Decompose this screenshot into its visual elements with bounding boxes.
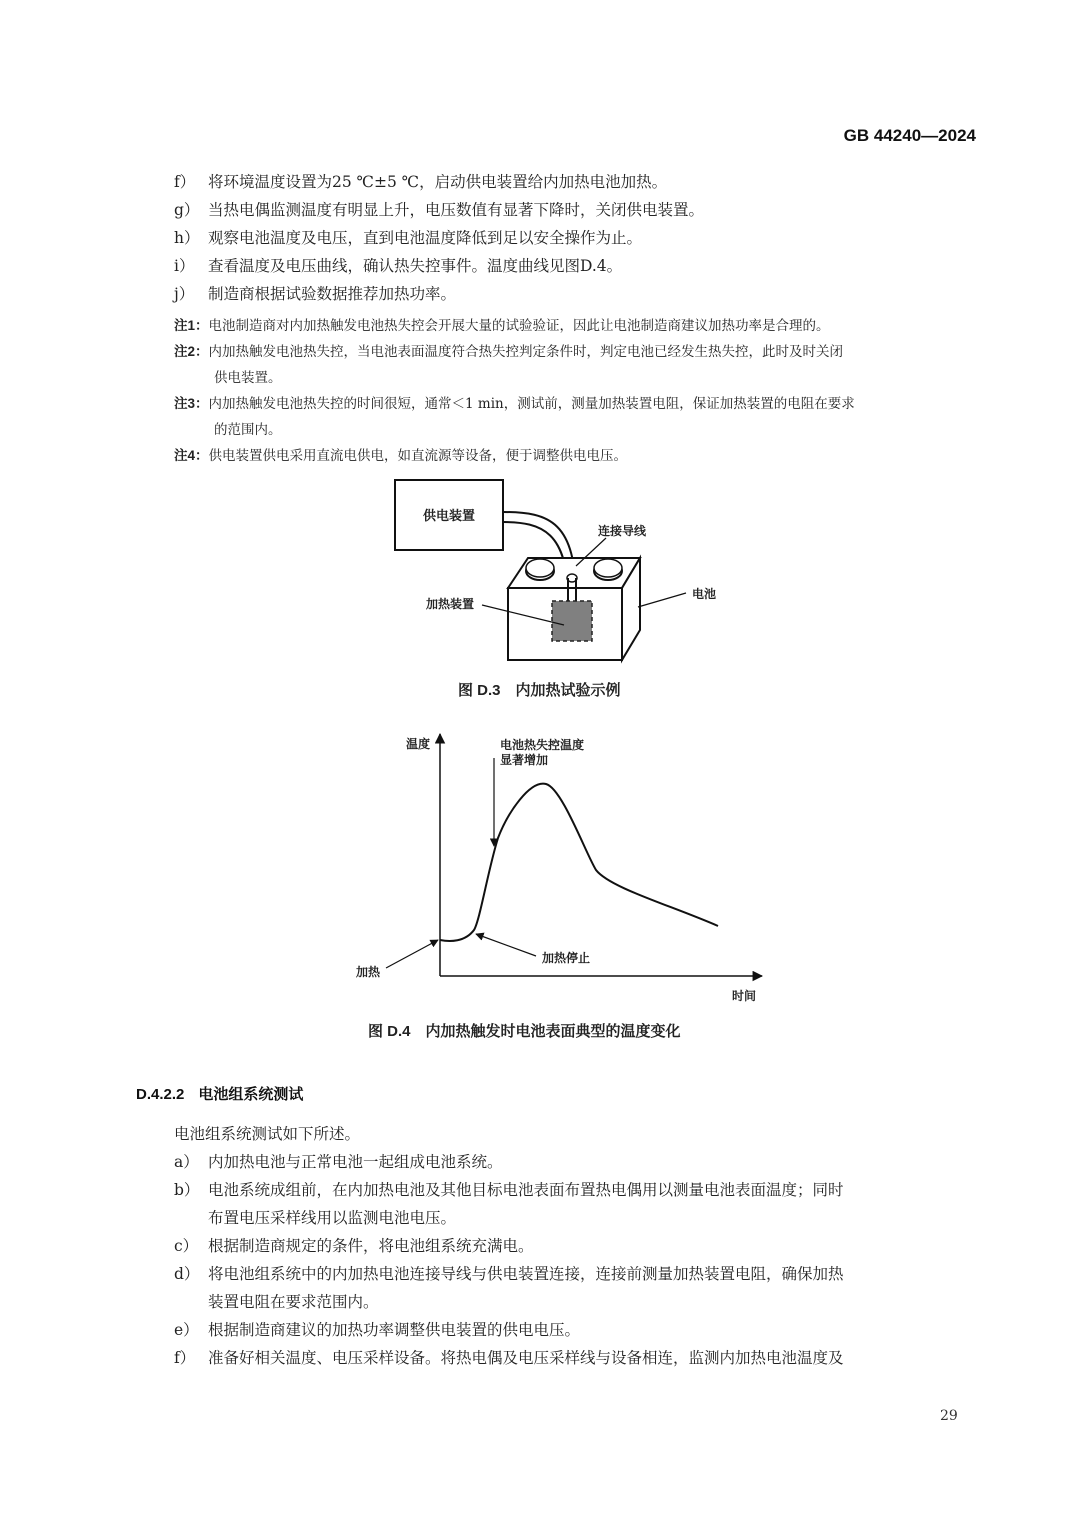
page-number: 29 xyxy=(940,1408,958,1424)
note-2: 注2：内加热触发电池热失控，当电池表面温度符合热失控判定条件时，判定电池已经发生热失控，此时及时关闭 xyxy=(174,344,844,360)
figure-d4-caption: 图 D.4 内加热触发时电池表面典型的温度变化 xyxy=(368,1023,681,1040)
svg-text:电池: 电池 xyxy=(692,587,717,601)
note-4: 注4：供电装置供电采用直流电供电，如直流源等设备，便于调整供电电压。 xyxy=(174,448,628,464)
svg-text:电池热失控温度: 电池热失控温度 xyxy=(500,738,585,752)
figure-d4-chart xyxy=(340,720,780,1010)
section-intro: 电池组系统测试如下所述。 xyxy=(174,1125,361,1143)
note-1: 注1：电池制造商对内加热触发电池热失控会开展大量的试验验证，因此让电池制造商建议加热功率是合理的。 xyxy=(174,318,830,334)
temperature-curve xyxy=(440,784,718,941)
svg-text:供电装置: 供电装置 xyxy=(422,509,476,524)
list-item-cont: 装置电阻在要求范围内。 xyxy=(208,1293,379,1311)
list-item: f） 准备好相关温度、电压采样设备。将热电偶及电压采样线与设备相连，监测内加热电池温度及 xyxy=(174,1349,844,1367)
list-item: a） 内加热电池与正常电池一起组成电池系统。 xyxy=(174,1153,503,1171)
list-item: b） 电池系统成组前，在内加热电池及其他目标电池表面布置热电偶用以测量电池表面温度；同时 xyxy=(174,1181,844,1199)
svg-text:时间: 时间 xyxy=(732,989,757,1003)
note-3-cont: 的范围内。 xyxy=(214,422,282,438)
list-item: j） 制造商根据试验数据推荐加热功率。 xyxy=(174,285,457,303)
list-item-cont: 布置电压采样线用以监测电池电压。 xyxy=(208,1209,457,1227)
svg-text:显著增加: 显著增加 xyxy=(500,753,549,767)
figure-d3-diagram xyxy=(380,470,740,670)
notes-list xyxy=(174,313,855,469)
list-item: c） 根据制造商规定的条件，将电池组系统充满电。 xyxy=(174,1237,534,1255)
svg-text:加热: 加热 xyxy=(356,965,381,979)
list-item: e） 根据制造商建议的加热功率调整供电装置的供电电压。 xyxy=(174,1321,581,1339)
heating-device xyxy=(552,601,592,641)
standard-number: GB 44240—2024 xyxy=(843,126,976,145)
svg-text:加热装置: 加热装置 xyxy=(426,597,475,611)
svg-text:加热停止: 加热停止 xyxy=(542,951,591,965)
figure-d3-caption: 图 D.3 内加热试验示例 xyxy=(458,682,621,699)
list-item: h） 观察电池温度及电压，直到电池温度降低到足以安全操作为止。 xyxy=(174,229,643,247)
list-item: f） 将环境温度设置为25 ℃±5 ℃，启动供电装置给内加热电池加热。 xyxy=(174,173,668,191)
section-heading: D.4.2.2 电池组系统测试 xyxy=(136,1086,304,1103)
svg-text:连接导线: 连接导线 xyxy=(598,524,647,538)
list-item: d） 将电池组系统中的内加热电池连接导线与供电装置连接，连接前测量加热装置电阻，确保加热 xyxy=(174,1265,844,1283)
note-3: 注3：内加热触发电池热失控的时间很短，通常＜1 min，测试前，测量加热装置电阻，保证加热装置的电阻在要求 xyxy=(174,396,855,412)
svg-text:温度: 温度 xyxy=(406,737,431,751)
section-body xyxy=(174,1120,844,1372)
steps-top-list xyxy=(174,168,704,308)
list-item: g） 当热电偶监测温度有明显上升，电压数值有显著下降时，关闭供电装置。 xyxy=(174,201,705,219)
note-2-cont: 供电装置。 xyxy=(214,370,282,386)
list-item: i） 查看温度及电压曲线，确认热失控事件。温度曲线见图D.4。 xyxy=(174,257,623,275)
